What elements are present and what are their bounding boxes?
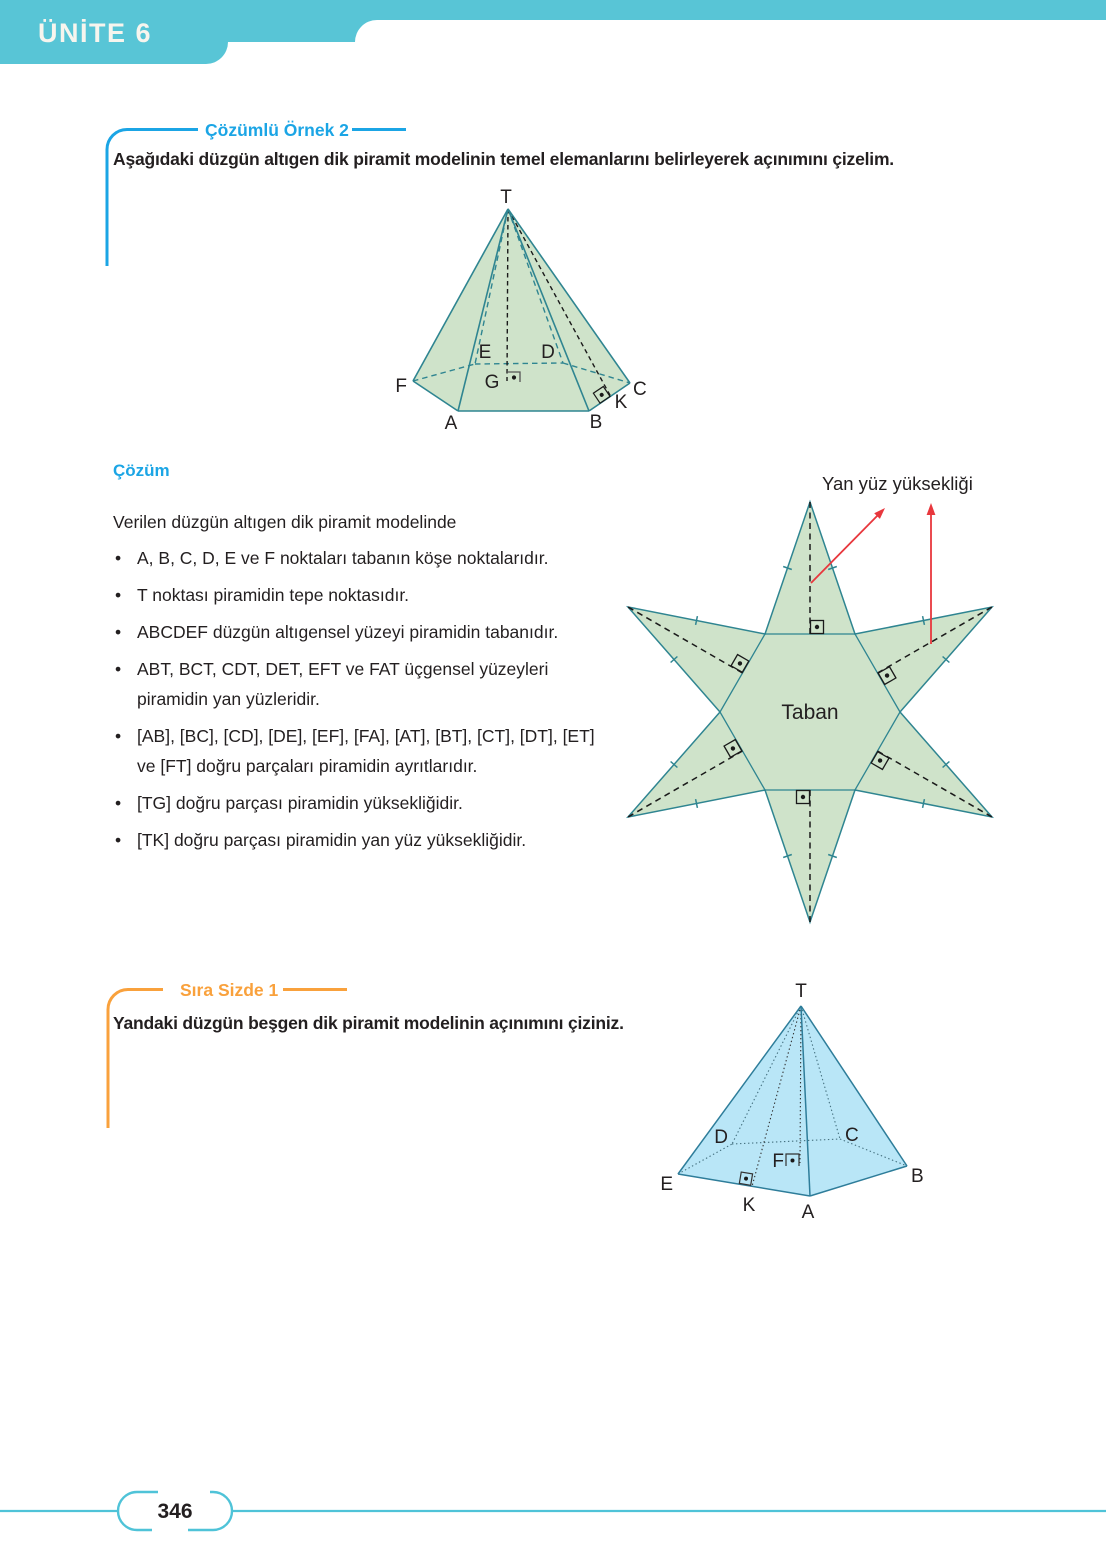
pentagonal-pyramid-figure [650, 980, 940, 1235]
list-item: • T noktası piramidin tepe noktasıdır. [113, 580, 607, 610]
unit-header-band [0, 0, 1106, 70]
solution-intro: Verilen düzgün altıgen dik piramit modelinde [113, 512, 457, 532]
vertex-label-a: A [801, 1202, 815, 1223]
arrowhead-icon [927, 503, 936, 515]
example-bracket [100, 121, 420, 271]
vertex-label-f: F [395, 376, 407, 397]
vertex-label-t: T [795, 981, 807, 1002]
vertex-label-b: B [589, 412, 603, 433]
vertex-label-c: C [633, 379, 647, 400]
list-item: • [TG] doğru parçası piramidin yüksekliğidir. [113, 788, 607, 818]
vertex-label-c: C [845, 1125, 859, 1146]
page-number: 346 [157, 1500, 193, 1523]
page-footer [0, 1485, 1106, 1545]
vertex-label-d: D [714, 1127, 728, 1148]
point-label-k: K [742, 1195, 756, 1216]
solution-list [113, 543, 607, 862]
vertex-label-b: B [911, 1166, 924, 1187]
example-title: Çözümlü Örnek 2 [205, 120, 349, 140]
header-shape [0, 0, 1106, 64]
pyramid-body [413, 209, 630, 411]
exercise-title: Sıra Sizde 1 [180, 980, 279, 1000]
example-statement: Aşağıdaki düzgün altıgen dik piramit modelinin temel elemanlarını belirleyerek açınımını çizelim. [113, 149, 894, 169]
vertex-label-e: E [660, 1174, 673, 1195]
exercise-bracket [100, 981, 420, 1131]
face-height-annotation: Yan yüz yüksekliği [822, 473, 973, 494]
list-item: • ABT, BCT, CDT, DET, EFT ve FAT üçgensel yüzeyleri piramidin yan yüzleridir. [113, 654, 607, 714]
solution-heading: Çözüm [113, 461, 170, 480]
list-item: • [TK] doğru parçası piramidin yan yüz yüksekliğidir. [113, 825, 607, 855]
vertex-label-d: D [541, 342, 555, 363]
list-item: • A, B, C, D, E ve F noktaları tabanın köşe noktalarıdır. [113, 543, 607, 573]
point-label-k: K [614, 392, 628, 413]
exercise-statement: Yandaki düzgün beşgen dik piramit modelinin açınımını çiziniz. [113, 1013, 624, 1033]
point-label-f: F [772, 1151, 784, 1172]
unit-title: ÜNİTE 6 [38, 18, 153, 48]
point-label-g: G [484, 372, 500, 393]
vertex-label-e: E [478, 342, 492, 363]
pyramid-net-figure [608, 455, 1028, 945]
vertex-label-t: T [500, 187, 512, 208]
hexagonal-pyramid-figure [385, 180, 655, 440]
list-item: • ABCDEF düzgün altıgensel yüzeyi piramidin tabanıdır. [113, 617, 607, 647]
list-item: • [AB], [BC], [CD], [DE], [EF], [FA], [AT], [BT], [CT], [DT], [ET] ve [FT] doğru parçaları piramidin ayrıtlarıdır. [113, 721, 607, 781]
pyramid-body [678, 1006, 907, 1196]
vertex-label-a: A [444, 413, 458, 434]
base-label: Taban [781, 701, 839, 724]
